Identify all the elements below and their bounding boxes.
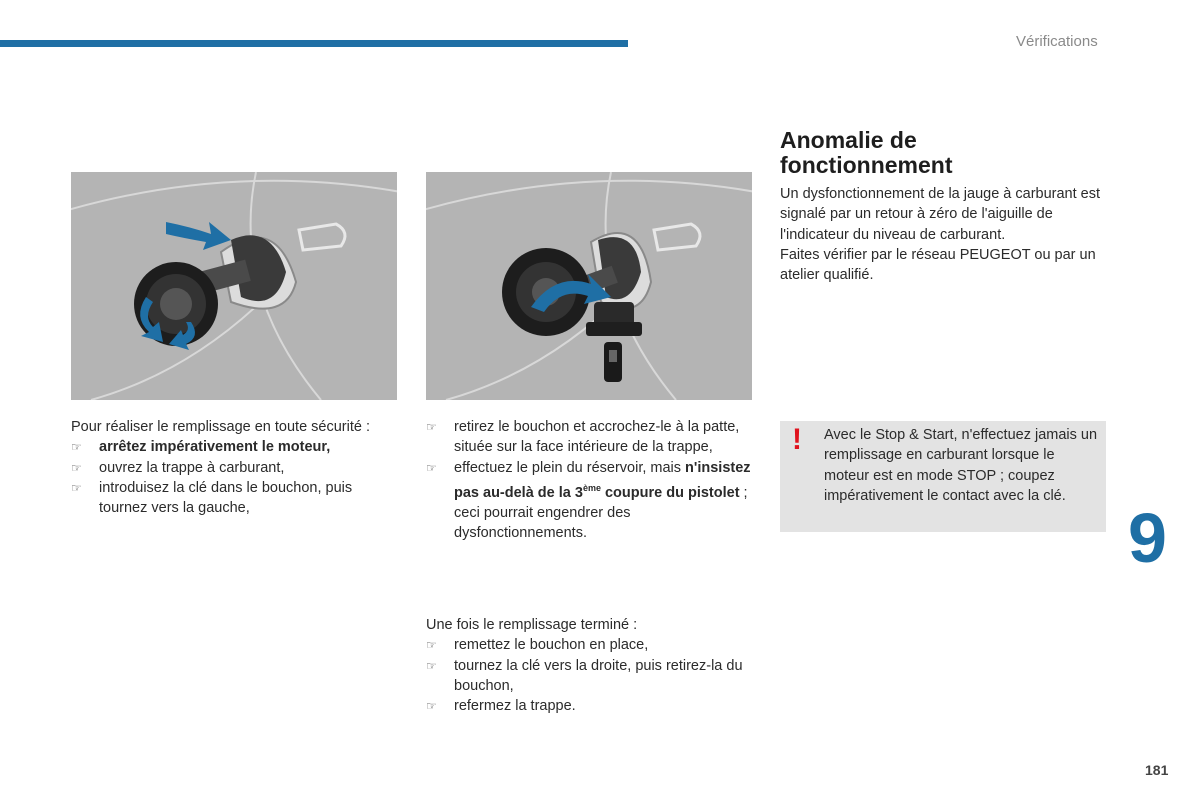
step-fill-bold2: coupure du pistolet	[600, 484, 740, 501]
step-remove-cap: retirez le bouchon et accrochez-le à la patte, située sur la face intérieure de la trappe,	[454, 419, 740, 456]
refuel-steps-list-2	[426, 417, 756, 544]
refuel-finish-intro: Une fois le remplissage terminé :	[426, 617, 638, 633]
anomalie-heading-line1: Anomalie de	[780, 127, 917, 153]
list-item	[426, 696, 756, 716]
hand-pointer-icon: ☞	[71, 480, 82, 495]
list-item	[426, 635, 756, 655]
refuel-finish-list	[426, 635, 756, 716]
hand-pointer-icon: ☞	[426, 420, 437, 434]
step-stop-engine: arrêtez impérativement le moteur,	[99, 439, 331, 456]
step-fill-post: ; ceci pourrait engendrer des dysfonctionnements.	[454, 484, 748, 542]
step-replace-cap: remettez le bouchon en place,	[454, 637, 649, 654]
page-number: 181	[1145, 762, 1169, 778]
hand-pointer-icon: ☞	[426, 460, 437, 475]
hand-pointer-icon: ☞	[71, 460, 82, 475]
warning-text: Avec le Stop & Start, n'effectuez jamais un remplissage en carburant lorsque le moteur est en mode STOP ; coupez impérativement le contact avec la clé.	[824, 427, 1098, 504]
refuel-finish-instructions	[426, 615, 756, 716]
list-item	[426, 417, 756, 458]
step-insert-key: introduisez la clé dans le bouchon, puis tournez vers la gauche,	[99, 479, 353, 517]
hand-pointer-icon: ☞	[426, 638, 437, 653]
hand-pointer-icon: ☞	[71, 440, 82, 455]
step-fill-bold: n'insistez pas au-delà de la 3	[454, 459, 751, 501]
header-accent-bar	[0, 40, 628, 47]
warning-box	[780, 421, 1106, 532]
anomalie-heading-line2: fonctionnement	[780, 152, 953, 178]
step-turn-key-right: tournez la clé vers la droite, puis retirez-la du bouchon,	[454, 657, 743, 694]
anomalie-text	[780, 184, 1110, 285]
refuel-steps-list	[71, 437, 401, 518]
section-title: Vérifications	[1016, 33, 1098, 50]
anomalie-paragraph-2: Faites vérifier par le réseau PEUGEOT ou par un atelier qualifié.	[780, 246, 1096, 284]
step-open-flap: ouvrez la trappe à carburant,	[99, 459, 285, 476]
refuel-instructions-part1	[71, 417, 401, 518]
list-item	[426, 458, 756, 544]
list-item	[426, 656, 756, 697]
anomalie-paragraph-1: Un dysfonctionnement de la jauge à carburant est signalé par un retour à zéro de l'aiguille de l'indicateur du niveau de carburant.	[780, 186, 1101, 243]
anomalie-heading	[780, 128, 953, 178]
figure-fuel-cap-hooked	[426, 172, 752, 400]
fuel-cap-hanging-illustration	[426, 172, 752, 400]
figure-fuel-cap-unlock	[71, 172, 397, 400]
step-close-flap: refermez la trappe.	[454, 698, 576, 715]
fuel-cap-key-turn-left-illustration	[71, 172, 397, 400]
refuel-intro: Pour réaliser le remplissage en toute sécurité :	[71, 419, 371, 435]
step-fill-pre: effectuez le plein du réservoir, mais	[454, 459, 686, 476]
step-fill-sup: ème	[582, 482, 601, 493]
list-item	[71, 458, 401, 478]
list-item	[71, 437, 401, 457]
refuel-instructions-part2	[426, 417, 756, 544]
hand-pointer-icon: ☞	[426, 699, 437, 714]
hand-pointer-icon: ☞	[426, 658, 437, 673]
list-item	[71, 478, 401, 519]
exclamation-warning-icon: !	[792, 423, 802, 456]
chapter-number: 9	[1128, 499, 1167, 577]
